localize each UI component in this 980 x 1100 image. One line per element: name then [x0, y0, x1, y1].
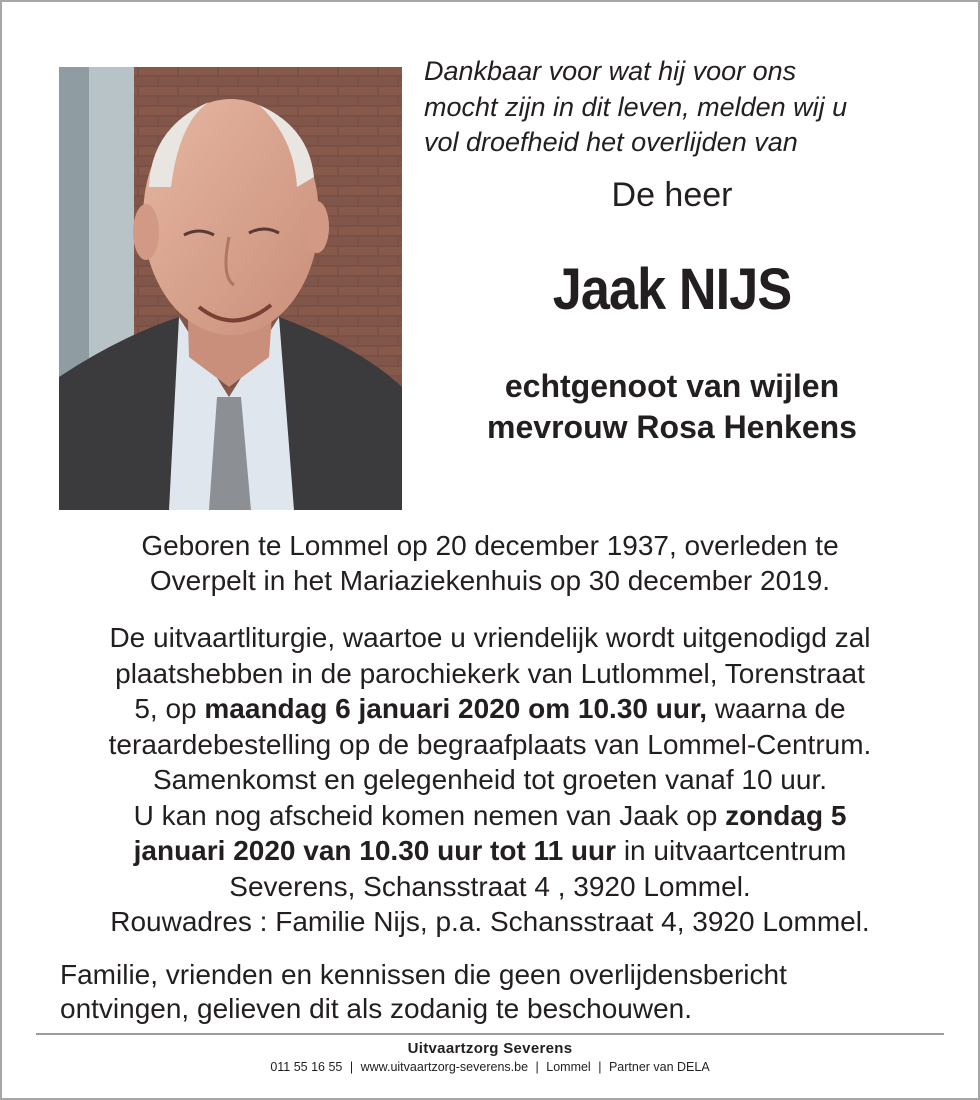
closing-line: Familie, vrienden en kennissen die geen overlijdensbericht [60, 959, 787, 990]
funeral-line: plaatshebben in de parochiekerk van Lutlommel, Torenstraat [115, 657, 865, 689]
website-link[interactable]: www.uitvaartzorg-severens.be [360, 1060, 529, 1074]
birth-line: Geboren te Lommel op 20 december 1937, overleden te [141, 530, 839, 561]
separator: | [535, 1060, 539, 1074]
spouse-line: mevrouw Rosa Henkens [487, 409, 857, 445]
funeral-text: U kan nog afscheid komen nemen van Jaak op [133, 799, 726, 831]
intro-line: Dankbaar voor wat hij voor ons [424, 56, 797, 86]
funeral-line: Severens, Schansstraat 4 , 3920 Lommel. [229, 870, 751, 902]
funeral-line [40, 833, 940, 869]
footer-divider [36, 1033, 944, 1035]
funeral-date: maandag 6 januari 2020 om 10.30 uur, [204, 693, 708, 724]
phone-number: 011 55 16 55 [270, 1060, 343, 1074]
salutation: De heer [611, 176, 733, 214]
closing-note [60, 958, 940, 1026]
spouse-info [424, 366, 920, 448]
city: Lommel [546, 1060, 591, 1074]
deceased-name: Jaak NIJS [552, 257, 792, 322]
birth-line: Overpelt in het Mariaziekenhuis op 30 december 2019. [149, 565, 831, 596]
funeral-text: 5, op [134, 693, 205, 724]
funeral-text: in uitvaartcentrum [616, 835, 847, 866]
closing-line: ontvingen, gelieven dit als zodanig te beschouwen. [60, 993, 692, 1024]
funeral-home-contact [0, 1060, 980, 1074]
partner: Partner van DELA [608, 1060, 710, 1074]
separator: | [349, 1060, 354, 1074]
intro-line: mocht zijn in dit leven, melden wij u [424, 91, 848, 122]
intro-text [424, 54, 944, 161]
separator: | [598, 1060, 602, 1074]
funeral-line: teraardebestelling op de begraafplaats van Lommel-Centrum. [108, 728, 872, 760]
funeral-text: waarna de [707, 693, 846, 724]
funeral-line [40, 798, 940, 834]
mourning-address: Rouwadres : Familie Nijs, p.a. Schansstraat 4, 3920 Lommel. [110, 906, 870, 937]
viewing-date: zondag 5 [725, 799, 847, 831]
funeral-details [40, 620, 940, 940]
portrait-photo [59, 67, 402, 510]
funeral-line: De uitvaartliturgie, waartoe u vriendelijk wordt uitgenodigd zal [109, 622, 871, 653]
viewing-date: januari 2020 van 10.30 uur tot 11 uur [133, 835, 617, 866]
birth-death-info [40, 528, 940, 598]
funeral-home-name: Uitvaartzorg Severens [407, 1040, 573, 1057]
intro-line: vol droefheid het overlijden van [424, 127, 798, 157]
funeral-line: Samenkomst en gelegenheid tot groeten vanaf 10 uur. [152, 764, 828, 795]
spouse-line: echtgenoot van wijlen [504, 368, 840, 404]
funeral-line [40, 691, 940, 727]
